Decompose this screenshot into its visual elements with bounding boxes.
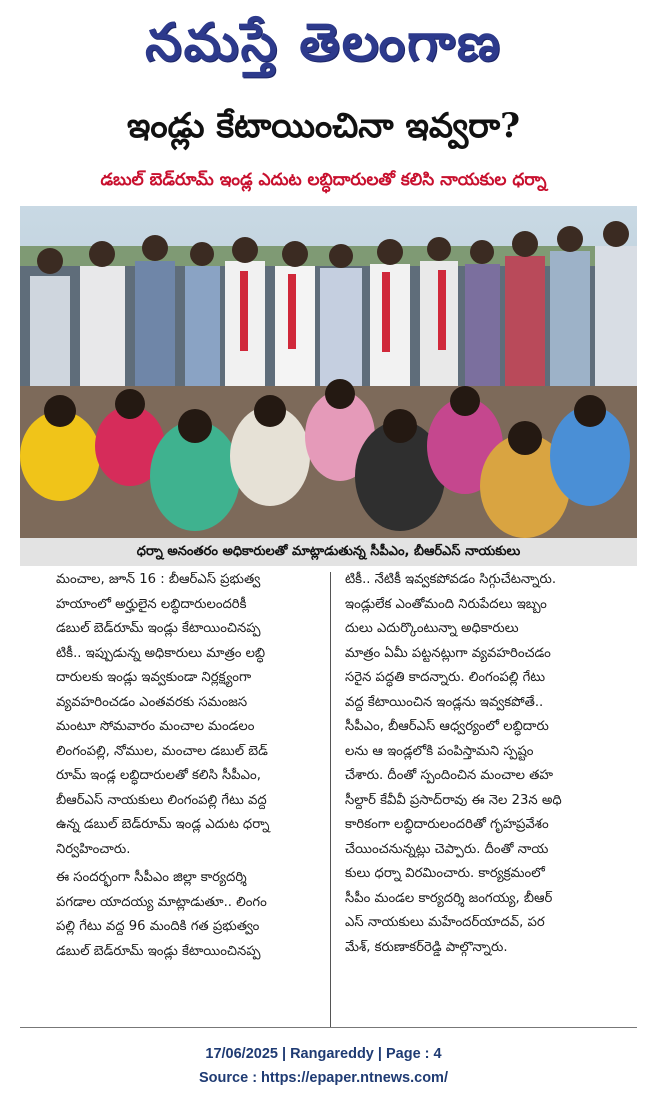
text-line: మంటూ సోమవారం మంచాల మండలం [56,719,255,734]
masthead-logo: నమస్తే తెలంగాణ [145,12,502,73]
text-line: లను ఆ ఇండ్లలోకి పంపిస్తామని స్పష్టం [345,743,534,759]
text-line: టికీ.. ఇప్పుడున్న అధికారులు మాత్రం లబ్ధి [56,645,266,661]
text-line: దులు ఎదుర్కొంటున్నా అధికారులు [345,621,519,636]
text-line: వ్యవహరించడం ఎంతవరకు సమంజస [56,694,248,710]
column-divider [330,572,331,1027]
text-line: మేశ్, కరుణాకర్‌రెడ్డి పాల్గొన్నారు. [345,939,508,955]
source-link[interactable]: Source : https://epaper.ntnews.com/ [199,1070,448,1086]
photo-caption: ధర్నా అనంతరం అధికారులతో మాట్లాడుతున్న సీపీఎం, బీఆర్ఎస్ నాయకులు [20,538,637,566]
text-line: బీఆర్ఎస్ నాయకులు లింగంపల్లి గేటు వద్ద [56,792,267,808]
text-line: హయాంలో అర్హులైన లబ్ధిదారులందరికీ [56,596,247,612]
text-line: ఉన్న డబుల్ బెడ్‌రూమ్ ఇండ్ల ఎదుట ధర్నా [56,817,270,832]
text-line: వద్ద కేటాయించిన ఇండ్లను ఇవ్వకపోతే.. [345,694,544,710]
edition-info: 17/06/2025 | Rangareddy | Page : 4 [205,1046,442,1062]
text-line: చేశారు. దీంతో స్పందించిన మంచాల తహ [345,768,554,783]
footer-rule [20,1027,637,1028]
article-paragraph [345,568,637,960]
article-paragraph [18,866,313,964]
article-paragraph [18,568,313,862]
news-photo [20,206,637,538]
text-line: డబుల్ బెడ్‌రూమ్ ఇండ్లు కేటాయించినప్ప [56,943,261,959]
text-line: ఇండ్లులేక ఎంతోమంది నిరుపేదలు ఇబ్బం [345,596,547,612]
text-line: ఈ సందర్భంగా సీపీఎం జిల్లా కార్యదర్శి [56,870,247,885]
article-subheadline: డబుల్ బెడ్‌రూమ్ ఇండ్ల ఎదుట లబ్ధిదారులతో కలిసి నాయకుల ధర్నా [100,170,547,190]
text-line: సీపీఎం, బీఆర్ఎస్ ఆధ్వర్యంలో లబ్ధిదారు [345,719,549,734]
text-line: మంచాల, జూన్ 16 : బీఆర్ఎస్ ప్రభుత్వ [56,572,261,587]
text-line: కారికంగా లబ్ధిదారులందరితో గృహప్రవేశం [345,817,549,832]
text-line: రూమ్ ఇండ్ల లబ్ధిదారులతో కలిసి సీపీఎం, [56,768,261,783]
text-line: మాత్రం ఏమీ పట్టనట్లుగా వ్యవహరించడం [345,645,551,661]
text-line: డబుల్ బెడ్‌రూమ్ ఇండ్లు కేటాయించినప్ప [56,621,261,636]
text-line: కులు ధర్నా విరమించారు. కార్యక్రమంలో [345,866,545,881]
text-line: చేయించనున్నట్లు చెప్పారు. దీంతో నాయ [345,841,549,857]
text-line: టికీ.. నేటికీ ఇవ్వకపోవడం సిగ్గుచేటన్నారు. [345,572,557,587]
article-column-right [345,568,637,960]
text-line: పల్లి గేటు వద్ద 96 మందికి గత ప్రభుత్వం [56,919,260,934]
text-line: ఎస్ నాయకులు మహేందర్‌యాదవ్, పర [345,915,545,930]
protest-photo-illustration [20,206,637,538]
article-headline: ఇండ్లు కేటాయించినా ఇవ్వరా? [126,106,521,146]
text-line: లింగంపల్లి, నోముల, మంచాల డబుల్ బెడ్ [56,743,268,759]
text-line: పగడాల యాదయ్య మాట్లాడుతూ.. లింగం [56,894,267,910]
text-line: సరైన పద్ధతి కాదన్నారు. లింగంపల్లి గేటు [345,670,546,685]
text-line: సీల్దార్ కేవీవీ ప్రసాద్‌రావు ఈ నెల 23న అధి [345,792,562,808]
article-column-left [18,568,313,964]
text-line: నిర్వహించారు. [56,841,131,857]
text-line: దారులకు ఇండ్లు ఇవ్వకుండా నిర్లక్ష్యంగా [56,670,252,685]
text-line: సీపీం మండల కార్యదర్శి జంగయ్య, బీఆర్ [345,890,553,906]
